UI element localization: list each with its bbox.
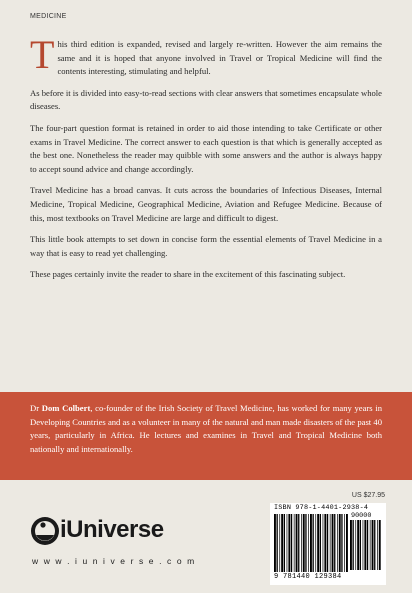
barcode-addon-icon xyxy=(350,520,382,570)
price-label: US $27.95 xyxy=(351,492,385,499)
barcode xyxy=(270,503,386,585)
author-prefix: Dr xyxy=(30,403,42,413)
category-label: MEDICINE xyxy=(30,13,67,20)
isbn-number: ISBN 978-1-4401-2938-4 xyxy=(274,504,369,512)
author-bio-text: , co-founder of the Irish Society of Travel Medicine, has worked for many years in Developing Countries and as a volunteer in many of the natural and man made disasters of the past 40 years, particularly in Africa. He lectures and examines in Travel and Tropical Medicine both nationally and internationally. xyxy=(30,403,383,454)
drop-cap: T xyxy=(30,32,55,77)
blurb xyxy=(30,32,382,290)
publisher-url: w w w . i u n i v e r s e . c o m xyxy=(32,556,196,566)
barcode-addon-number: 90000 xyxy=(351,512,372,520)
publisher-name: iUniverse xyxy=(60,516,164,543)
author-bio xyxy=(30,402,382,456)
blurb-paragraph: This little book attempts to set down in concise form the essential elements of Travel Medicine in a way that is easy to read yet challenging. xyxy=(30,234,382,258)
publisher-logo xyxy=(28,514,198,574)
iuniverse-logo-icon xyxy=(28,514,62,548)
author-bio-band xyxy=(0,392,412,480)
intro-paragraph xyxy=(30,32,382,79)
ean-number: 9 781440 129384 xyxy=(274,573,342,581)
barcode-icon xyxy=(274,514,348,572)
intro-text: his third edition is expanded, revised and largely re-written. However the aim remains the same and it is hoped that anyone involved in Travel or Tropical Medicine will find the contents interesting, stimulating and helpful. xyxy=(57,39,382,77)
blurb-paragraph: As before it is divided into easy-to-read sections with clear answers that sometimes encapsulate whole diseases. xyxy=(30,87,382,112)
blurb-paragraph: Travel Medicine has a broad canvas. It cuts across the boundaries of Infectious Diseases, Internal Medicine, Tropical Medicine, Geographical Medicine, Aviation and Refugee Medicine. Because of this, most textbooks on Travel Medicine are large and difficult to digest. xyxy=(30,185,382,223)
blurb-paragraph: The four-part question format is retained in order to aid those intending to take Certificate or other exams in Travel Medicine. The correct answer to each question is that which is generally accepted as the best one. Nonetheless the reader may quibble with some answers and the author is always happy to accept sound advice and change accordingly. xyxy=(30,122,382,174)
blurb-paragraph: These pages certainly invite the reader to share in the excitement of this fascinating subject. xyxy=(30,269,346,280)
author-name: Dom Colbert xyxy=(41,403,91,413)
